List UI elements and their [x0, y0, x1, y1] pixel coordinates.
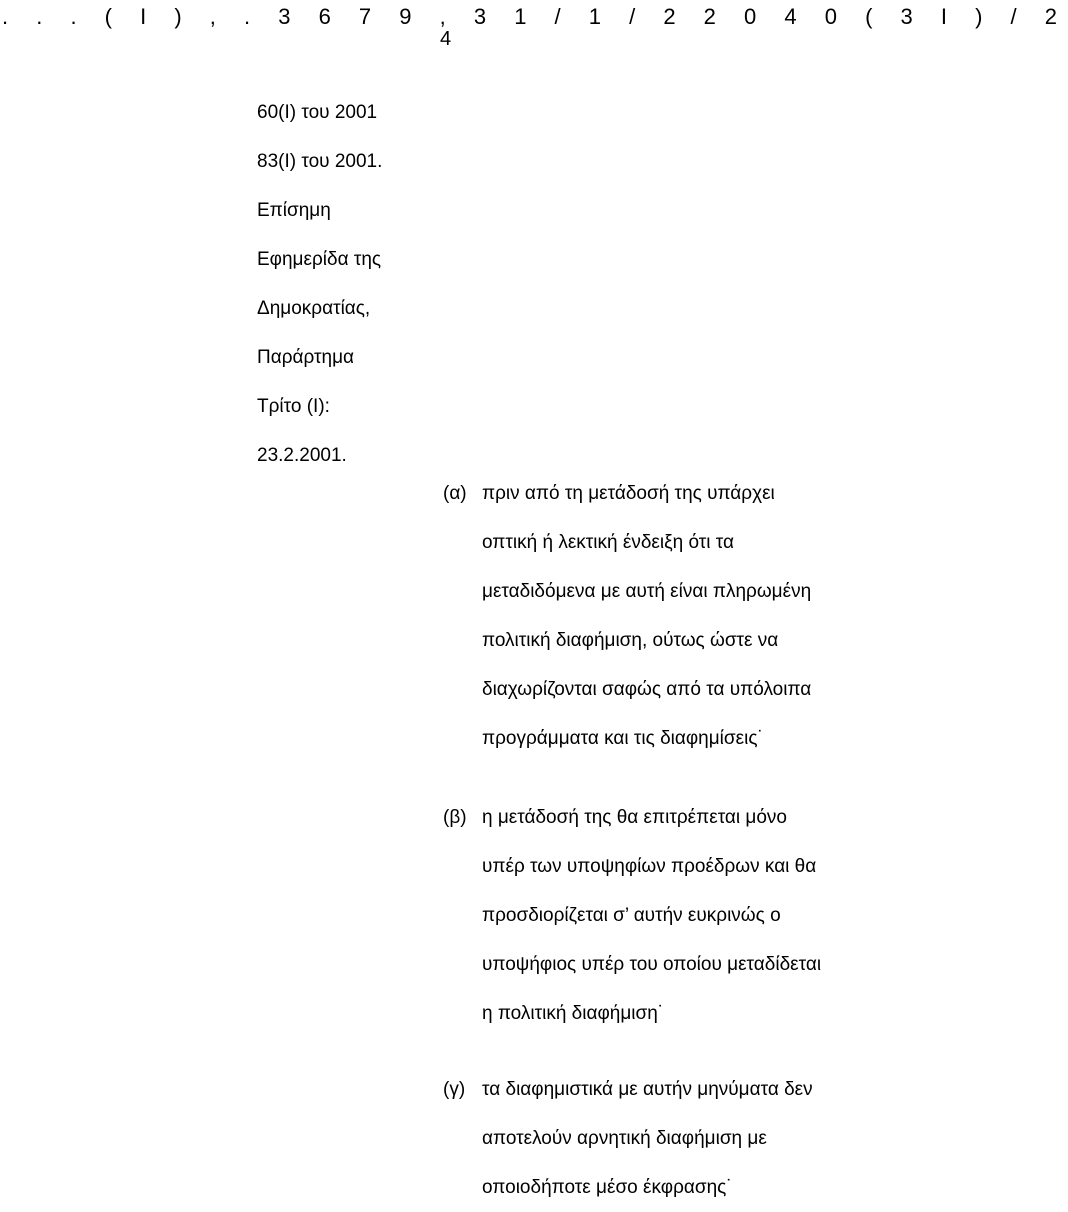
- paragraph-line: πολιτική διαφήμιση, ούτως ώστε να: [482, 630, 779, 651]
- paragraph-line: υπέρ των υποψηφίων προέδρων και θα: [482, 856, 817, 877]
- margin-note-line: 60(Ι) του 2001: [257, 102, 378, 123]
- paragraph-marker: (α): [443, 483, 467, 504]
- margin-note-line: 83(Ι) του 2001.: [257, 151, 383, 172]
- margin-note-line: 23.2.2001.: [257, 445, 347, 466]
- margin-note-line: Εφημερίδα της: [257, 249, 382, 270]
- margin-note-line: Δημοκρατίας,: [257, 298, 371, 319]
- margin-note-line: Επίσημη: [257, 200, 331, 221]
- margin-note: [257, 88, 437, 480]
- paragraph-line: προσδιορίζεται σ’ αυτήν ευκρινώς ο: [482, 905, 781, 926]
- paragraph-line: υποψήφιος υπέρ του οποίου μεταδίδεται: [482, 954, 822, 975]
- paragraph-marker: (β): [443, 807, 467, 828]
- paragraph-body: [482, 793, 922, 1038]
- paragraph-body: [482, 469, 922, 763]
- paragraph-line: αποτελούν αρνητική διαφήμιση με: [482, 1128, 767, 1149]
- paragraph-line: διαχωρίζονται σαφώς από τα υπόλοιπα: [482, 679, 812, 700]
- margin-note-line: Παράρτημα: [257, 347, 355, 368]
- paragraph-line: πριν από τη μετάδοσή της υπάρχει: [482, 483, 775, 504]
- paragraph-line: οπτική ή λεκτική ένδειξη ότι τα: [482, 532, 734, 553]
- header-reference-line: . . . ( Ι ) , . 3 6 7 9 , 3 1 / 1 / 2 2 0 4 0 ( 3 Ι ) / 2: [2, 4, 1068, 29]
- page-number: 4: [440, 28, 452, 50]
- paragraph-line: τα διαφημιστικά με αυτήν μηνύματα δεν: [482, 1079, 813, 1100]
- paragraph-line: η μετάδοσή της θα επιτρέπεται μόνο: [482, 807, 788, 828]
- paragraph-line: η πολιτική διαφήμιση˙: [482, 1003, 665, 1024]
- page-header: [0, 0, 1068, 58]
- paragraph-line: προγράμματα και τις διαφημίσεις˙: [482, 728, 764, 749]
- paragraph-marker: (γ): [443, 1079, 466, 1100]
- paragraph-line: οποιοδήποτε μέσο έκφρασης˙: [482, 1177, 733, 1198]
- paragraph-line: μεταδιδόμενα με αυτή είναι πληρωμένη: [482, 581, 812, 602]
- paragraph-body: [482, 1065, 922, 1212]
- margin-note-line: Τρίτο (Ι):: [257, 396, 330, 417]
